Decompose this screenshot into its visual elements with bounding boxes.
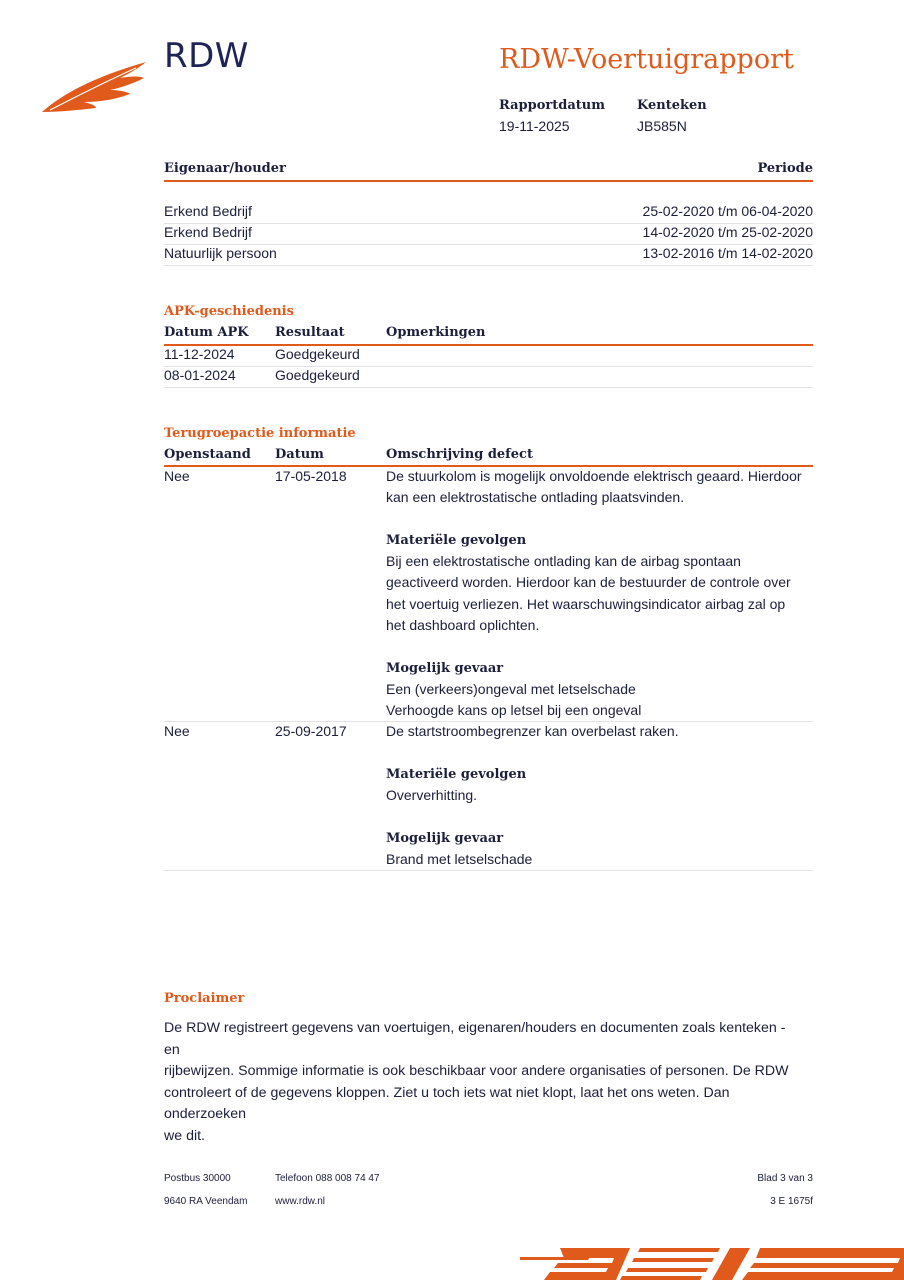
recall-row-1-consequences-label: Materiële gevolgen bbox=[386, 533, 527, 548]
proclaimer-line-3: controleert of de gegevens kloppen. Ziet u toch iets wat niet klopt, laat het ons weten. Dan onderzoeken bbox=[164, 1084, 730, 1122]
apk-row-1-date: 11-12-2024 bbox=[164, 346, 235, 362]
apk-col-remarks: Opmerkingen bbox=[386, 325, 486, 340]
recall-row-1-date: 17-05-2018 bbox=[275, 468, 347, 484]
recall-row-2-open: Nee bbox=[164, 723, 190, 739]
proclaimer-line-2: rijbewijzen. Sommige informatie is ook beschikbaar voor andere organisaties of personen. De RDW bbox=[164, 1063, 789, 1079]
plate-value: JB585N bbox=[637, 118, 687, 134]
proclaimer-line-4: we dit. bbox=[164, 1127, 206, 1144]
recall-row-2-consequences-label: Materiële gevolgen bbox=[386, 767, 527, 782]
apk-header-rule bbox=[164, 344, 813, 346]
footer-doc-code: 3 E 1675f bbox=[770, 1196, 813, 1207]
apk-row-2-date: 08-01-2024 bbox=[164, 367, 236, 383]
recall-row-2-consequences-line-1: Oververhitting. bbox=[386, 787, 478, 803]
recall-row-2-danger-line-1: Brand met letselschade bbox=[386, 851, 533, 867]
footer-website: www.rdw.nl bbox=[275, 1196, 326, 1207]
recall-col-date: Datum bbox=[275, 447, 324, 462]
recall-row-1-danger-line-1: Een (verkeers)ongeval met letselschade bbox=[386, 681, 636, 697]
owners-col-owner: Eigenaar/houder bbox=[164, 161, 286, 176]
owner-row-1-owner: Erkend Bedrijf bbox=[164, 203, 252, 219]
logo-text: RDW bbox=[164, 36, 249, 76]
report-date-label: Rapportdatum bbox=[499, 98, 605, 113]
apk-col-date: Datum APK bbox=[164, 325, 249, 340]
recall-row-1-danger-line-2: Verhoogde kans op letsel bij een ongeval bbox=[386, 702, 642, 718]
apk-row-divider bbox=[164, 366, 813, 367]
apk-section-title: APK-geschiedenis bbox=[164, 304, 294, 319]
proclaimer-line-1: De RDW registreert gegevens van voertuigen, eigenaren/houders en documenten zoals kenteken - en bbox=[164, 1020, 786, 1058]
recall-row-1-consequences-line-1: Bij een elektrostatische ontlading kan de airbag spontaan bbox=[386, 553, 741, 569]
proclaimer-title: Proclaimer bbox=[164, 991, 245, 1006]
proclaimer-text bbox=[164, 1018, 804, 1147]
owner-row-2-owner: Erkend Bedrijf bbox=[164, 224, 252, 240]
owners-col-period: Periode bbox=[757, 161, 813, 176]
recall-row-1-desc-line-2: kan een elektrostatische ontlading plaatsvinden. bbox=[386, 489, 685, 505]
recall-col-desc: Omschrijving defect bbox=[386, 447, 533, 462]
apk-row-divider bbox=[164, 387, 813, 388]
recall-row-1-danger-label: Mogelijk gevaar bbox=[386, 661, 504, 676]
rdw-license-plate-stripes-icon bbox=[520, 1244, 904, 1280]
recall-row-divider bbox=[164, 870, 813, 871]
report-date: 19-11-2025 bbox=[499, 118, 570, 134]
apk-row-2-result: Goedgekeurd bbox=[275, 367, 360, 383]
recall-row-2-desc-line-1: De startstroombegrenzer kan overbelast raken. bbox=[386, 723, 679, 739]
owner-row-1-period: 25-02-2020 t/m 06-04-2020 bbox=[642, 203, 813, 219]
recall-row-2-date: 25-09-2017 bbox=[275, 723, 347, 739]
rdw-feather-logo-icon bbox=[40, 56, 150, 116]
report-title: RDW-Voertuigrapport bbox=[499, 44, 794, 75]
footer-page-number: Blad 3 van 3 bbox=[757, 1173, 813, 1184]
recall-section-title: Terugroepactie informatie bbox=[164, 426, 356, 441]
owner-row-2-period: 14-02-2020 t/m 25-02-2020 bbox=[642, 224, 813, 240]
recall-row-1-consequences-line-3: het voertuig verliezen. Het waarschuwingsindicator airbag zal op bbox=[386, 596, 786, 612]
recall-row-1-consequences-line-4: het dashboard oplichten. bbox=[386, 617, 540, 633]
apk-col-result: Resultaat bbox=[275, 325, 345, 340]
owner-row-3-period: 13-02-2016 t/m 14-02-2020 bbox=[642, 245, 813, 261]
recall-col-open: Openstaand bbox=[164, 447, 251, 462]
recall-row-1-desc-line-1: De stuurkolom is mogelijk onvoldoende elektrisch geaard. Hierdoor bbox=[386, 468, 802, 484]
footer-phone: Telefoon 088 008 74 47 bbox=[275, 1173, 380, 1184]
recall-row-1-open: Nee bbox=[164, 468, 190, 484]
footer-city: 9640 RA Veendam bbox=[164, 1196, 248, 1207]
plate-label: Kenteken bbox=[637, 98, 707, 113]
footer-postbus: Postbus 30000 bbox=[164, 1173, 231, 1184]
owners-header-rule bbox=[164, 180, 813, 182]
recall-row-1-consequences-line-2: geactiveerd worden. Hierdoor kan de bestuurder de controle over bbox=[386, 574, 791, 590]
apk-row-1-result: Goedgekeurd bbox=[275, 346, 360, 362]
owner-row-3-owner: Natuurlijk persoon bbox=[164, 245, 277, 261]
owners-row-divider bbox=[164, 265, 813, 266]
recall-row-2-danger-label: Mogelijk gevaar bbox=[386, 831, 504, 846]
